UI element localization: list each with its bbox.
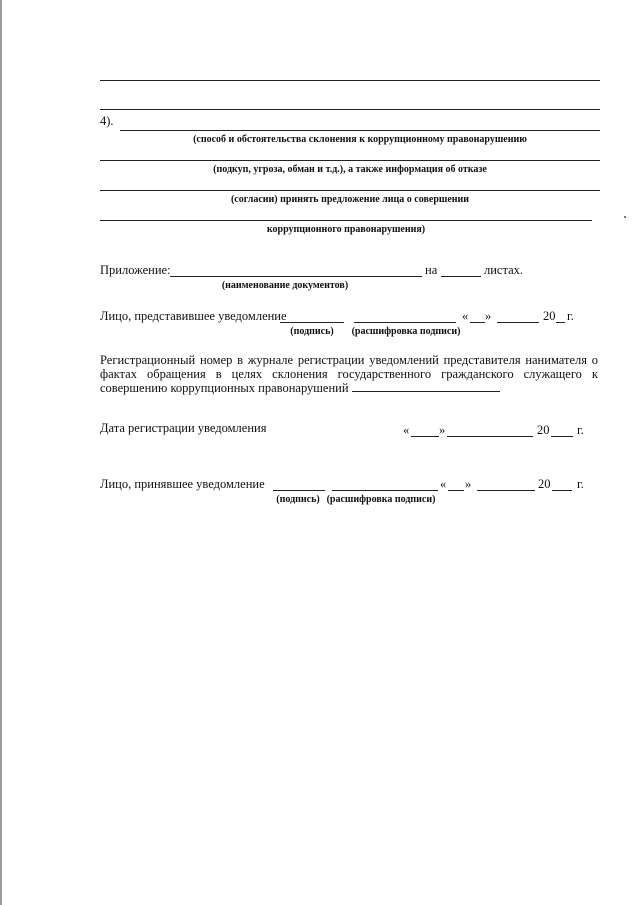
receiver-decoding-blank [332,490,438,491]
attachment-count-blank [441,276,481,277]
attachment-sheets: листах. [484,263,524,277]
receiver-quote-open: « [440,477,447,491]
submitter-decoding-caption: (расшифровка подписи) [351,326,461,337]
submitter-label: Лицо, представившее уведомление [100,309,287,323]
receiver-day-blank [448,490,464,491]
item-4-line [120,130,600,131]
registration-date-label: Дата регистрации уведомления [100,421,267,435]
submitter-quote-close: » [485,309,492,323]
submitter-signature-blank [280,322,344,323]
item-number: 4). [100,114,114,128]
receiver-quote-close: » [465,477,472,491]
registration-text: Регистрационный номер в журнале регистрации уведомлений представителя нанимателя о фактах обращения в целях склонения государственного гражданского служащего к совершению коррупционных правонарушений [100,353,598,395]
blank-line-1 [100,80,600,81]
attachment-label: Приложение: [100,263,171,277]
registration-month-blank [447,436,533,437]
caption-consent: (согласии) принять предложение лица о совершении [230,194,470,205]
page-edge [0,0,2,905]
registration-year-suffix: г. [577,423,584,437]
receiver-label: Лицо, принявшее уведомление [100,477,265,491]
registration-number-blank [352,381,500,392]
attachment-caption: (наименование документов) [221,280,349,291]
receiver-decoding-caption: (расшифровка подписи) [326,494,436,505]
receiver-year-suffix: г. [577,477,584,491]
registration-year-blank [551,436,573,437]
submitter-decoding-blank [354,322,456,323]
blank-line-3 [100,160,600,161]
caption-method: (способ и обстоятельства склонения к коррупционному правонарушению [193,134,527,145]
caption-offense: коррупционного правонарушения) [266,224,426,235]
registration-quote-close: » [439,423,446,437]
receiver-year-prefix: 20 [538,477,551,491]
registration-day-blank [411,436,439,437]
submitter-year-blank [556,322,565,323]
receiver-year-blank [552,490,572,491]
receiver-signature-blank [273,490,325,491]
submitter-day-blank [470,322,485,323]
attachment-documents-blank [170,276,422,277]
submitter-quote-open: « [462,309,469,323]
blank-line-5 [100,220,592,221]
submitter-year-suffix: г. [567,309,574,323]
blank-line-4 [100,190,600,191]
attachment-on: на [425,263,438,277]
caption-bribery: (подкуп, угроза, обман и т.д.), а также информация об отказе [213,164,487,175]
receiver-month-blank [477,490,535,491]
submitter-year-prefix: 20 [543,309,556,323]
scan-speck [624,216,626,218]
blank-line-2 [100,109,600,110]
submitter-month-blank [497,322,539,323]
submitter-signature-caption: (подпись) [290,326,334,337]
receiver-signature-caption: (подпись) [276,494,320,505]
registration-paragraph [100,353,598,395]
registration-quote-open: « [403,423,410,437]
registration-year-prefix: 20 [537,423,550,437]
